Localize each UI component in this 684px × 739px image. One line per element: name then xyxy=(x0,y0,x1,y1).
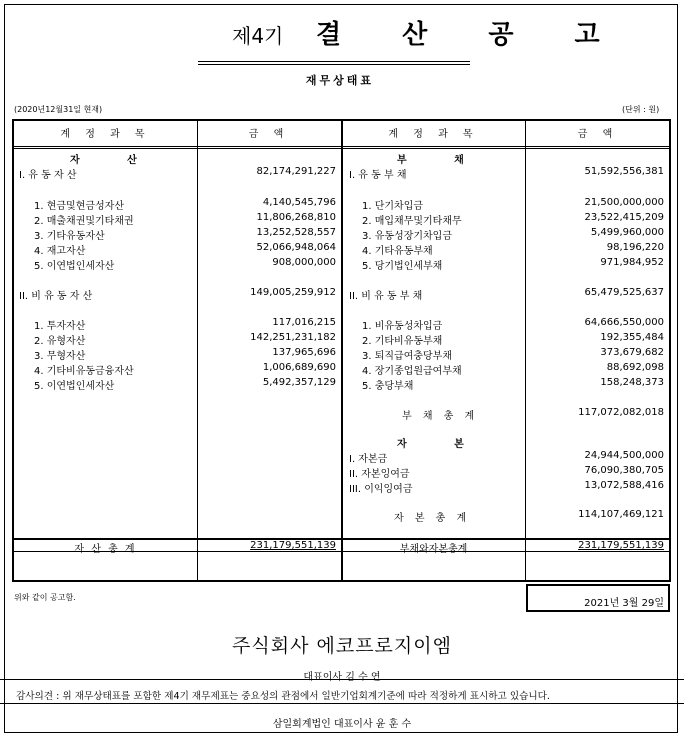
unit-label: (단위 : 원) xyxy=(622,105,660,114)
list-item: 3. 퇴직급여충당부채 xyxy=(362,351,452,362)
list-item: 2. 유형자산 xyxy=(34,336,86,347)
list-item-amount: 13,252,528,557 xyxy=(256,227,336,238)
list-item-amount: 142,251,231,182 xyxy=(250,332,336,343)
list-item-amount: 908,000,000 xyxy=(272,257,336,268)
total-liabilities-amount: 117,072,082,018 xyxy=(578,407,664,418)
list-item: 4. 기타유동부채 xyxy=(362,246,433,257)
list-item: 1. 비유동성차입금 xyxy=(362,321,443,332)
list-item-amount: 98,196,220 xyxy=(606,242,664,253)
list-item: I. 자본금 xyxy=(349,454,388,465)
list-item: 2. 기타비유동부채 xyxy=(362,336,443,347)
total-equity-label: 자 본 총 계 xyxy=(394,513,471,524)
auditor-name: 삼일회계법인 대표이사 윤 훈 수 xyxy=(272,719,412,730)
noncurrent-assets-amount: 149,005,259,912 xyxy=(250,287,336,298)
assets-heading: 자 산 xyxy=(70,155,159,166)
statement-subtitle: 재무상태표 xyxy=(305,74,375,87)
current-liabilities-amount: 51,592,556,381 xyxy=(584,166,664,177)
list-item: 5. 이연법인세자산 xyxy=(34,381,115,392)
list-item-amount: 5,492,357,129 xyxy=(262,377,336,388)
list-item-amount: 4,140,545,796 xyxy=(262,197,336,208)
liabilities-heading: 부 채 xyxy=(397,155,486,166)
equity-heading: 자 본 xyxy=(397,439,486,450)
list-item-amount: 137,965,696 xyxy=(272,347,336,358)
list-item-amount: 158,248,373 xyxy=(600,377,664,388)
list-item: 2. 매입채무및기타채무 xyxy=(362,216,462,227)
list-item: 1. 단기차입금 xyxy=(362,201,424,212)
list-item-amount: 64,666,550,000 xyxy=(584,317,664,328)
total-assets-label: 자 산 총 계 xyxy=(74,544,137,555)
current-assets-amount: 82,174,291,227 xyxy=(256,166,336,177)
announcement-date: 2021년 3월 29일 xyxy=(584,598,664,609)
list-item-amount: 21,500,000,000 xyxy=(584,197,664,208)
list-item: 5. 충당부채 xyxy=(362,381,414,392)
list-item: 3. 무형자산 xyxy=(34,351,86,362)
list-item: 4. 기타비유동금융자산 xyxy=(34,366,134,377)
left-amount-header: 금 액 xyxy=(248,129,290,140)
list-item-amount: 23,522,415,209 xyxy=(584,212,664,223)
title-underline-bottom xyxy=(198,64,470,65)
grand-total-label: 부채와자본총계 xyxy=(399,544,468,555)
list-item-amount: 373,679,682 xyxy=(600,347,664,358)
list-item: 3. 유동성장기차입금 xyxy=(362,231,452,242)
list-item-amount: 13,072,588,416 xyxy=(584,480,664,491)
right-account-header: 계 정 과 목 xyxy=(388,129,479,140)
list-item-amount: 971,984,952 xyxy=(600,257,664,268)
list-item-amount: 52,066,948,064 xyxy=(256,242,336,253)
list-item-amount: 24,944,500,000 xyxy=(584,450,664,461)
total-assets-amount: 231,179,551,139 xyxy=(250,540,336,551)
date-box xyxy=(526,584,670,612)
title-underline-top xyxy=(198,61,470,62)
list-item: II. 자본잉여금 xyxy=(349,469,410,480)
current-liabilities-label: I. 유 동 부 채 xyxy=(349,170,407,181)
notice-text: 위와 같이 공고함. xyxy=(14,593,76,602)
page-title: 결 산 공 고 xyxy=(316,20,626,50)
audit-opinion: 감사의견 : 위 재무상태표를 포함한 제4기 재무제표는 중요성의 관점에서 일반기업회계기준에 따라 적정하게 표시하고 있습니다. xyxy=(16,691,550,702)
list-item: 3. 기타유동자산 xyxy=(34,231,105,242)
noncurrent-assets-label: II. 비 유 동 자 산 xyxy=(19,291,93,302)
list-item-amount: 5,499,960,000 xyxy=(590,227,664,238)
list-item-amount: 88,692,098 xyxy=(606,362,664,373)
total-equity-amount: 114,107,469,121 xyxy=(578,509,664,520)
current-assets-label: I. 유 동 자 산 xyxy=(19,170,77,181)
right-amount-header: 금 액 xyxy=(577,129,619,140)
list-item: 5. 이연법인세자산 xyxy=(34,261,115,272)
list-item: 4. 장기종업원급여부채 xyxy=(362,366,462,377)
as-of-date: (2020년12월31일 현재) xyxy=(14,105,103,114)
company-name: 주식회사 에코프로지이엠 xyxy=(232,635,452,657)
list-item-amount: 11,806,268,810 xyxy=(256,212,336,223)
list-item: 1. 투자자산 xyxy=(34,321,86,332)
list-item: 1. 현금및현금성자산 xyxy=(34,201,124,212)
list-item: III. 이익잉여금 xyxy=(349,484,413,495)
total-liabilities-label: 부 채 총 계 xyxy=(402,411,479,422)
list-item: 5. 당기법인세부채 xyxy=(362,261,443,272)
grand-total-amount: 231,179,551,139 xyxy=(578,540,664,551)
list-item: 4. 재고자산 xyxy=(34,246,86,257)
ceo-name: 대표이사 김 수 연 xyxy=(303,672,381,683)
period-label: 제4기 xyxy=(232,24,284,48)
list-item-amount: 76,090,380,705 xyxy=(584,465,664,476)
list-item-amount: 117,016,215 xyxy=(272,317,336,328)
list-item-amount: 1,006,689,690 xyxy=(262,362,336,373)
noncurrent-liabilities-amount: 65,479,525,637 xyxy=(584,287,664,298)
list-item-amount: 192,355,484 xyxy=(600,332,664,343)
left-account-header: 계 정 과 목 xyxy=(60,129,151,140)
list-item: 2. 매출채권및기타채권 xyxy=(34,216,134,227)
noncurrent-liabilities-label: II. 비 유 동 부 채 xyxy=(349,291,423,302)
balance-sheet-table xyxy=(12,119,671,582)
